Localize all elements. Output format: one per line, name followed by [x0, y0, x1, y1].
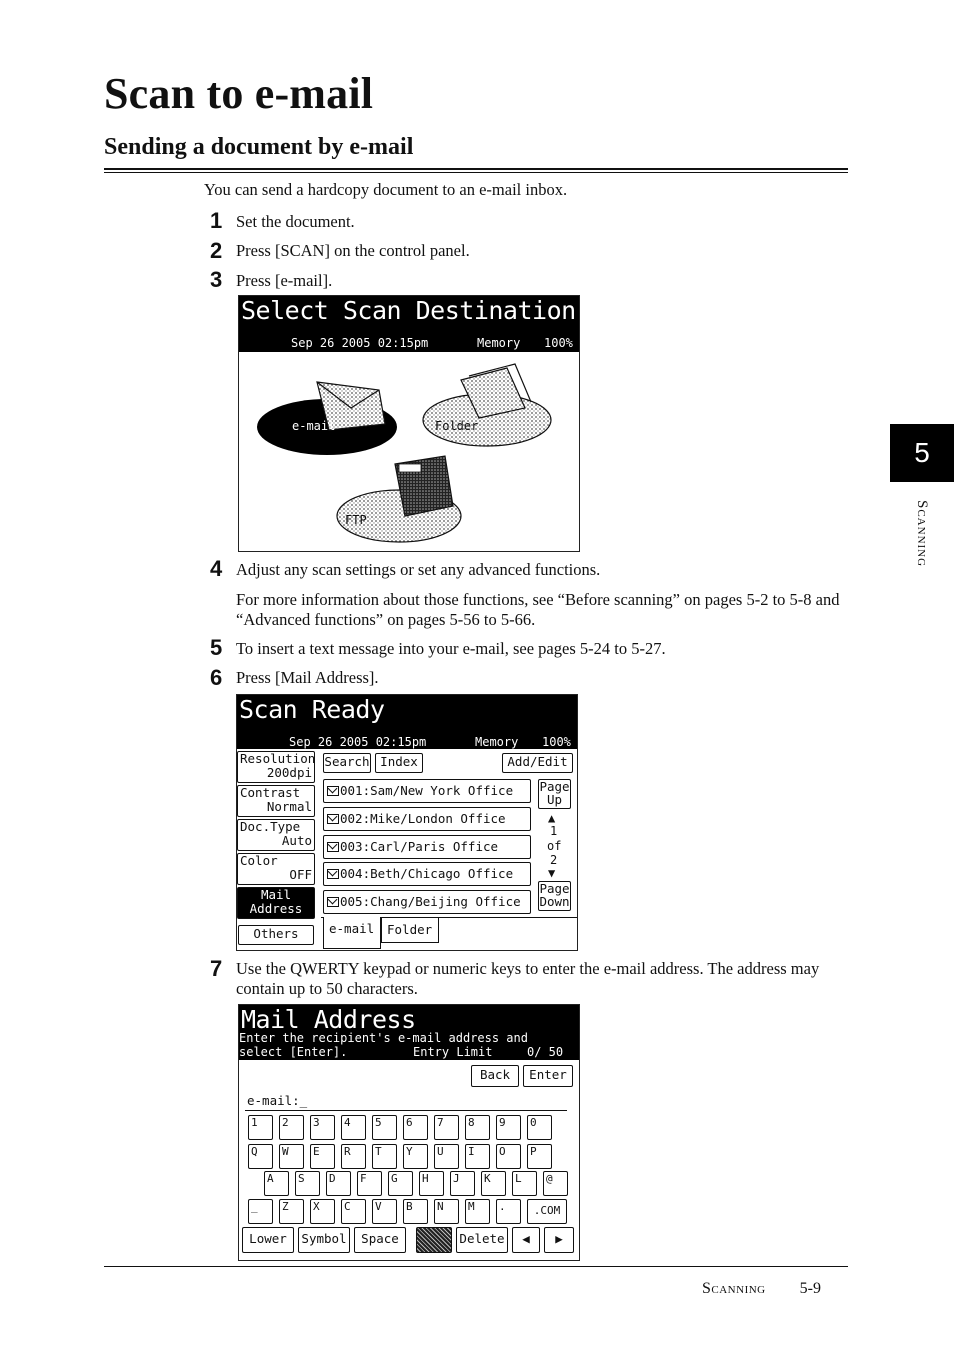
input-underline: [245, 1110, 567, 1111]
envelope-icon: [327, 897, 339, 907]
title-rule: [104, 168, 848, 170]
envelope-icon: [327, 814, 339, 824]
key[interactable]: B: [403, 1199, 428, 1224]
add-edit-button[interactable]: Add/Edit: [502, 753, 573, 773]
page-total: 2: [550, 853, 558, 867]
key[interactable]: 0: [527, 1115, 552, 1140]
footer: [702, 1280, 821, 1298]
entry-label: 004:Beth/Chicago Office: [340, 866, 514, 881]
entry-label: 003:Carl/Paris Office: [340, 839, 499, 854]
intro-text: You can send a hardcopy document to an e-mail inbox.: [204, 180, 568, 199]
key[interactable]: _: [248, 1199, 273, 1224]
title-rule-thin: [104, 172, 848, 173]
page-number: 5-9: [799, 1280, 821, 1297]
key[interactable]: D: [326, 1171, 351, 1196]
address-entry[interactable]: [323, 835, 531, 859]
key[interactable]: Q: [248, 1144, 273, 1169]
key[interactable]: @: [543, 1171, 568, 1196]
instruction-line-2: select [Enter].: [239, 1045, 348, 1059]
button-value: Normal: [266, 799, 312, 814]
step-note: For more information about those functions, see “Before scanning” on pages 5-2 to 5-8 and “Advanced functions” on pages 5-56 to 5-66.: [236, 590, 840, 629]
button-value: Auto: [281, 833, 312, 848]
folder-destination[interactable]: [423, 364, 551, 446]
screen-date: Sep 26 2005 02:15pm: [291, 336, 429, 350]
key[interactable]: 6: [403, 1115, 428, 1140]
step-text: Press [e-mail].: [236, 271, 333, 290]
step-number: 2: [210, 238, 223, 263]
key[interactable]: H: [419, 1171, 444, 1196]
mail-address-button[interactable]: [237, 887, 315, 919]
address-entry[interactable]: [323, 890, 531, 914]
step-number: 5: [210, 635, 223, 660]
key[interactable]: C: [341, 1199, 366, 1224]
key[interactable]: S: [295, 1171, 320, 1196]
key[interactable]: 9: [496, 1115, 521, 1140]
key[interactable]: Y: [403, 1144, 428, 1169]
lower-key[interactable]: Lower: [242, 1227, 294, 1253]
button-label: Resolution: [240, 751, 316, 766]
page-title: Scan to e-mail: [104, 69, 374, 118]
button-label: Down: [539, 894, 570, 909]
select-scan-destination-screen: [238, 295, 580, 552]
doc-type-button[interactable]: [237, 819, 315, 851]
ftp-option-label: FTP: [345, 513, 367, 527]
dotcom-key[interactable]: .COM: [527, 1199, 567, 1224]
step-text: To insert a text message into your e-mail, see pages 5-24 to 5-27.: [236, 639, 666, 658]
mail-address-screen: [238, 1004, 580, 1261]
button-label: Contrast: [240, 785, 301, 800]
page-up-button[interactable]: [538, 779, 571, 809]
key[interactable]: T: [372, 1144, 397, 1169]
folder-option-label: Folder: [435, 419, 479, 433]
memory-label: Memory: [475, 735, 519, 749]
screen-header: [237, 695, 577, 749]
key[interactable]: I: [465, 1144, 490, 1169]
screen-title: Select Scan Destination: [241, 296, 576, 325]
step-text: Use the QWERTY keypad or numeric keys to enter the e-mail address. The address may contain up to 50 characters.: [236, 959, 820, 998]
email-option-label: e-mail: [292, 419, 336, 433]
envelope-icon: [327, 869, 339, 879]
key[interactable]: G: [388, 1171, 413, 1196]
chapter-label: Scanning: [914, 500, 930, 568]
tab-email[interactable]: e-mail: [323, 917, 381, 949]
up-arrow-icon: ▲: [548, 811, 556, 825]
destination-illustrations: [239, 352, 579, 550]
key[interactable]: E: [310, 1144, 335, 1169]
step-number: 7: [210, 956, 223, 981]
step-text: Press [Mail Address].: [236, 668, 379, 687]
scan-ready-screen: [236, 694, 578, 951]
entry-label: 002:Mike/London Office: [340, 811, 506, 826]
key[interactable]: F: [357, 1171, 382, 1196]
step-text: Set the document.: [236, 212, 355, 231]
envelope-icon: [327, 842, 339, 852]
button-label: Color: [240, 853, 278, 868]
others-button[interactable]: Others: [238, 925, 314, 945]
button-label: Page: [539, 881, 570, 896]
page-of: of: [547, 839, 562, 853]
button-value: Address: [249, 901, 303, 916]
address-entry[interactable]: [323, 862, 531, 886]
key[interactable]: N: [434, 1199, 459, 1224]
key[interactable]: K: [481, 1171, 506, 1196]
symbol-key[interactable]: Symbol: [298, 1227, 350, 1253]
key[interactable]: 8: [465, 1115, 490, 1140]
entry-label: 005:Chang/Beijing Office: [340, 894, 521, 909]
down-arrow-icon: ▼: [548, 866, 556, 880]
envelope-icon: [327, 786, 339, 796]
screen-title: Mail Address: [241, 1005, 416, 1034]
key[interactable]: Z: [279, 1199, 304, 1224]
screen-header: [239, 296, 579, 352]
entry-count: 0/ 50: [527, 1045, 564, 1059]
button-label: Page: [539, 779, 570, 794]
page-current: 1: [550, 824, 558, 838]
button-label: Up: [546, 792, 563, 807]
key[interactable]: R: [341, 1144, 366, 1169]
email-input[interactable]: e-mail:_: [247, 1093, 308, 1108]
key[interactable]: 4: [341, 1115, 366, 1140]
key[interactable]: 3: [310, 1115, 335, 1140]
memory-percent: 100%: [544, 336, 573, 350]
key[interactable]: .: [496, 1199, 521, 1224]
screen-title: Scan Ready: [239, 695, 385, 724]
step-text: Press [SCAN] on the control panel.: [236, 241, 470, 260]
key[interactable]: V: [372, 1199, 397, 1224]
key[interactable]: 7: [434, 1115, 459, 1140]
contrast-button[interactable]: [237, 785, 315, 817]
page-down-button[interactable]: [538, 881, 571, 911]
memory-label: Memory: [477, 336, 521, 350]
back-button[interactable]: Back: [471, 1065, 519, 1087]
button-value: 200dpi: [266, 765, 312, 780]
step-text: Adjust any scan settings or set any advanced functions.: [236, 560, 601, 579]
ftp-destination[interactable]: [337, 456, 461, 542]
tab-folder[interactable]: Folder: [381, 917, 439, 943]
return-icon[interactable]: [416, 1227, 452, 1253]
button-label: Mail: [260, 887, 292, 902]
screen-header: [239, 1005, 579, 1060]
key[interactable]: 1: [248, 1115, 273, 1140]
key[interactable]: W: [279, 1144, 304, 1169]
key[interactable]: X: [310, 1199, 335, 1224]
cursor-left-icon[interactable]: ◀: [512, 1227, 540, 1253]
address-entry[interactable]: [323, 779, 531, 803]
memory-percent: 100%: [542, 735, 571, 749]
index-button[interactable]: Index: [375, 753, 423, 773]
step-number: 6: [210, 665, 223, 690]
key[interactable]: L: [512, 1171, 537, 1196]
section-title: Sending a document by e-mail: [104, 134, 414, 160]
entry-label: 001:Sam/New York Office: [340, 783, 514, 798]
button-value: OFF: [289, 867, 312, 882]
button-label: Doc.Type: [240, 819, 301, 834]
step-number: 3: [210, 267, 223, 292]
footer-label: Scanning: [702, 1280, 766, 1297]
entry-limit-label: Entry Limit: [413, 1045, 493, 1059]
key[interactable]: M: [465, 1199, 490, 1224]
address-entry[interactable]: [323, 807, 531, 831]
resolution-button[interactable]: [237, 751, 315, 783]
color-button[interactable]: [237, 853, 315, 885]
delete-key[interactable]: Delete: [456, 1227, 508, 1253]
key[interactable]: 5: [372, 1115, 397, 1140]
enter-button[interactable]: Enter: [523, 1065, 573, 1087]
key[interactable]: P: [527, 1144, 552, 1169]
space-key[interactable]: Space: [354, 1227, 406, 1253]
key[interactable]: O: [496, 1144, 521, 1169]
chapter-tab: 5: [890, 424, 954, 482]
step-number: 1: [210, 208, 223, 233]
cursor-right-icon[interactable]: ▶: [544, 1227, 574, 1253]
instruction-line-1: Enter the recipient's e-mail address and: [239, 1031, 528, 1045]
step-number: 4: [210, 556, 223, 581]
key[interactable]: A: [264, 1171, 289, 1196]
footer-rule: [104, 1266, 848, 1267]
key[interactable]: U: [434, 1144, 459, 1169]
search-button[interactable]: Search: [323, 753, 371, 773]
key[interactable]: J: [450, 1171, 475, 1196]
key[interactable]: 2: [279, 1115, 304, 1140]
screen-date: Sep 26 2005 02:15pm: [289, 735, 427, 749]
